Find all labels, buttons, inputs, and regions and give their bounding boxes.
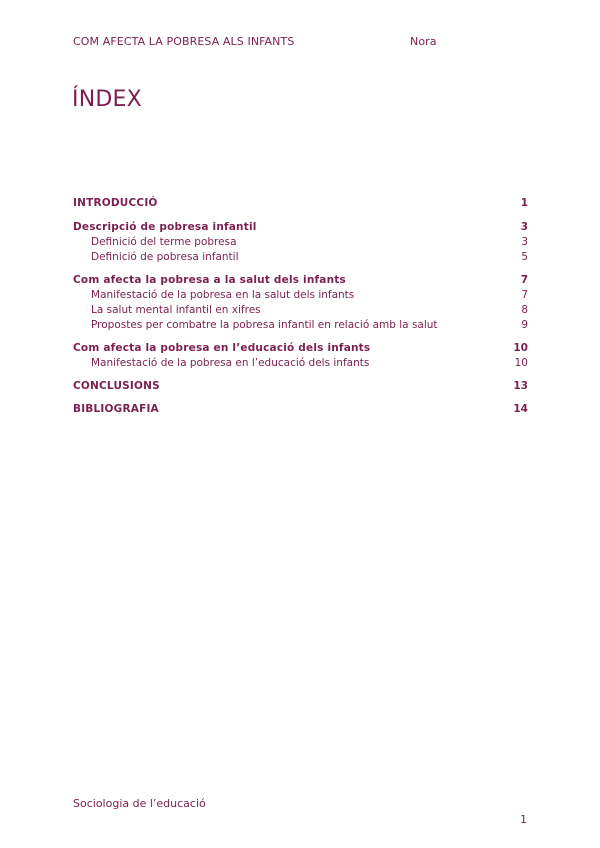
toc-subentry[interactable] [73, 288, 528, 303]
toc-subentry-page: 3 [521, 236, 528, 248]
toc-entry-page: 14 [513, 403, 528, 415]
toc-subentry[interactable] [73, 303, 528, 318]
toc-entry-educacio[interactable] [73, 341, 528, 356]
toc-entry-label: Com afecta la pobresa en l’educació dels infants [73, 342, 371, 354]
toc-entry-label: BIBLIOGRAFIA [73, 403, 159, 415]
toc-subentry-label: Manifestació de la pobresa en la salut dels infants [91, 289, 355, 301]
toc-entry-label: CONCLUSIONS [73, 380, 160, 392]
toc-entry-page: 13 [513, 380, 528, 392]
index-heading: ÍNDEX [72, 87, 142, 112]
toc-subentry[interactable] [73, 356, 528, 371]
toc-subentry[interactable] [73, 318, 528, 333]
toc-subentry-page: 5 [521, 251, 528, 263]
toc-entry-label: Descripció de pobresa infantil [73, 221, 257, 233]
toc-entry-bibliografia[interactable] [73, 402, 528, 417]
document-title: COM AFECTA LA POBRESA ALS INFANTS [73, 35, 295, 48]
footer-course-name: Sociologia de l’educació [73, 797, 206, 810]
toc-entry-conclusions[interactable] [73, 379, 528, 394]
toc-subentry[interactable] [73, 250, 528, 265]
toc-subentry-page: 9 [521, 319, 528, 331]
toc-entry-label: INTRODUCCIÓ [73, 197, 158, 209]
toc-entry-page: 7 [520, 274, 528, 286]
toc-subentry-label: Manifestació de la pobresa en l’educació dels infants [91, 357, 370, 369]
toc-subentry-page: 8 [521, 304, 528, 316]
page-header [73, 35, 473, 51]
toc-entry-introduccio[interactable] [73, 196, 528, 211]
table-of-contents [73, 196, 528, 417]
toc-entry-label: Com afecta la pobresa a la salut dels infants [73, 274, 346, 286]
author-name: Nora [410, 35, 437, 48]
toc-subentry-label: Definició de pobresa infantil [91, 251, 239, 263]
footer-page-number: 1 [520, 813, 527, 826]
toc-subentry-label: La salut mental infantil en xifres [91, 304, 261, 316]
toc-entry-page: 1 [520, 197, 528, 209]
toc-subentry-page: 7 [521, 289, 528, 301]
toc-entry-page: 3 [520, 221, 528, 233]
toc-subentry-page: 10 [514, 357, 528, 369]
toc-subentry[interactable] [73, 235, 528, 250]
toc-subentry-label: Propostes per combatre la pobresa infantil en relació amb la salut [91, 319, 438, 331]
toc-entry-descripcio[interactable] [73, 220, 528, 235]
toc-subentry-label: Definició del terme pobresa [91, 236, 237, 248]
toc-entry-salut[interactable] [73, 273, 528, 288]
toc-entry-page: 10 [513, 342, 528, 354]
